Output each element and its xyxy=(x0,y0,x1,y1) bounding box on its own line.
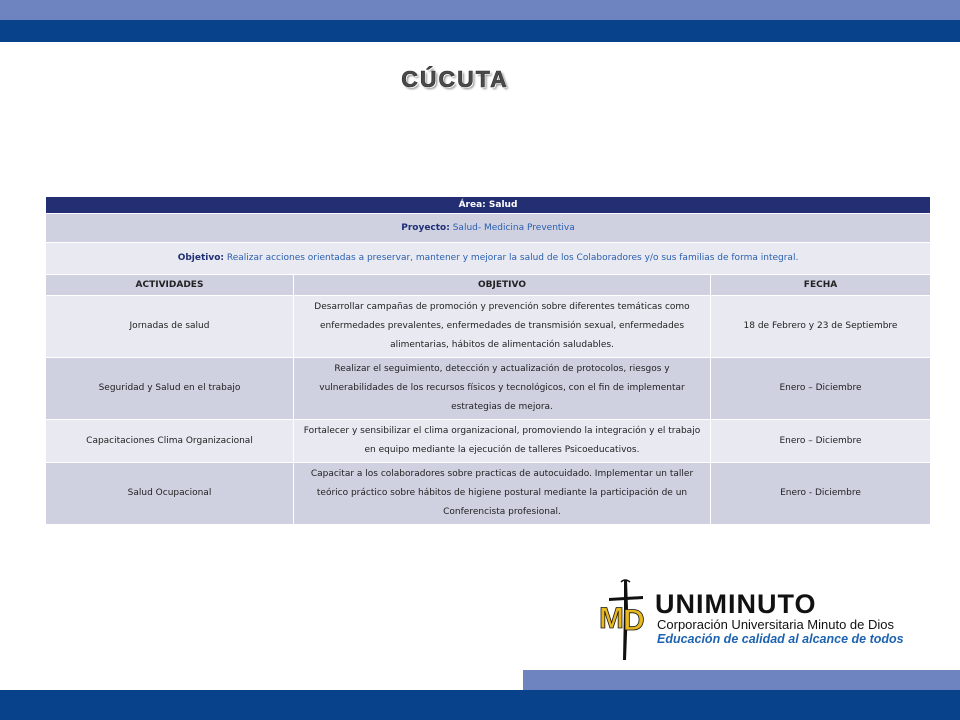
activity-cell: Seguridad y Salud en el trabajo xyxy=(46,358,294,420)
bottom-band-light xyxy=(523,670,960,690)
objective-row xyxy=(46,243,931,275)
project-row xyxy=(46,214,931,243)
header-date: FECHA xyxy=(711,275,931,296)
activity-cell: Jornadas de salud xyxy=(46,296,294,358)
top-band-dark xyxy=(0,20,960,42)
activity-cell: Salud Ocupacional xyxy=(46,463,294,525)
date-cell: Enero – Diciembre xyxy=(711,420,931,463)
uniminuto-emblem-icon xyxy=(597,578,657,663)
table-header-row xyxy=(46,275,931,296)
objective-cell xyxy=(46,243,931,275)
uniminuto-logo xyxy=(597,578,927,663)
logo-slogan: Educación de calidad al alcance de todos xyxy=(657,632,904,646)
table-row xyxy=(46,296,931,358)
area-row xyxy=(46,197,931,214)
project-cell xyxy=(46,214,931,243)
area-cell: Área: Salud xyxy=(46,197,931,214)
header-objective: OBJETIVO xyxy=(294,275,711,296)
date-cell: Enero - Diciembre xyxy=(711,463,931,525)
svg-text:D: D xyxy=(623,604,645,637)
date-cell: Enero – Diciembre xyxy=(711,358,931,420)
svg-text:M: M xyxy=(599,602,624,635)
objective-cell: Capacitar a los colaboradores sobre practicas de autocuidado. Implementar un taller teórico práctico sobre hábitos de higiene postural mediante la participación de un Conferencista profesional. xyxy=(294,463,711,525)
objective-cell: Desarrollar campañas de promoción y prevención sobre diferentes temáticas como enfermedades prevalentes, enfermedades de transmisión sexual, enfermedades alimentarias, hábitos de alimentación saludables. xyxy=(294,296,711,358)
bottom-band-dark xyxy=(0,690,960,720)
page-title: CÚCUTA xyxy=(401,66,509,92)
project-label: Proyecto: xyxy=(401,222,450,233)
logo-name: UNIMINUTO xyxy=(655,589,817,619)
table-row xyxy=(46,463,931,525)
table-row xyxy=(46,420,931,463)
header-activities: ACTIVIDADES xyxy=(46,275,294,296)
top-band-light xyxy=(0,0,960,20)
date-cell: 18 de Febrero y 23 de Septiembre xyxy=(711,296,931,358)
objective-label: Objetivo: xyxy=(177,253,225,263)
objective-value: Realizar acciones orientadas a preservar, mantener y mejorar la salud de los Colaboradores y/o sus familias de forma integral. xyxy=(226,253,799,263)
activity-cell: Capacitaciones Clima Organizacional xyxy=(46,420,294,463)
table-row xyxy=(46,358,931,420)
activities-table xyxy=(45,196,931,525)
objective-cell: Realizar el seguimiento, detección y actualización de protocolos, riesgos y vulnerabilidades de los recursos físicos y tecnológicos, con el fin de implementar estrategias de mejora. xyxy=(294,358,711,420)
objective-cell: Fortalecer y sensibilizar el clima organizacional, promoviendo la integración y el trabajo en equipo mediante la ejecución de talleres Psicoeducativos. xyxy=(294,420,711,463)
project-value: Salud- Medicina Preventiva xyxy=(452,222,575,233)
logo-institution: Corporación Universitaria Minuto de Dios xyxy=(657,617,894,632)
